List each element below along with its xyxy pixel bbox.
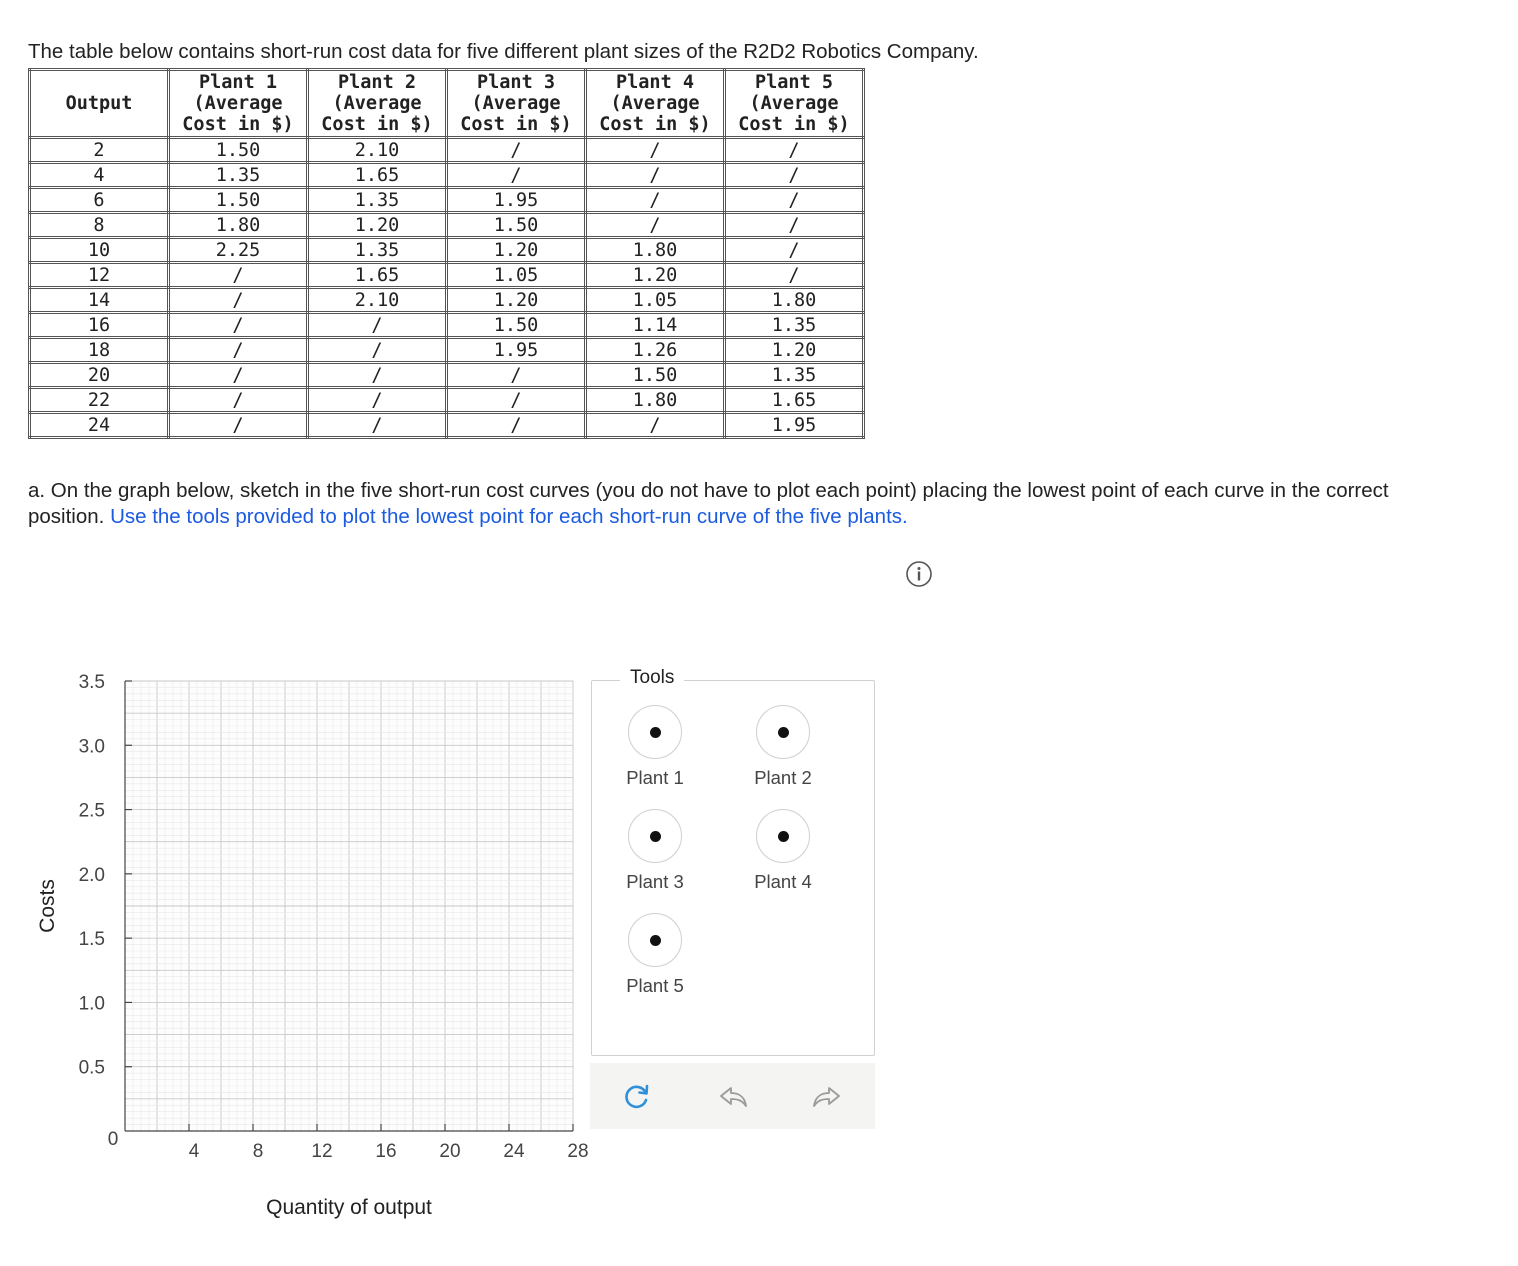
tool-plant-2[interactable] xyxy=(728,705,838,789)
output-cell: 20 xyxy=(30,363,169,388)
tool-label: Plant 1 xyxy=(626,767,684,788)
plant-3-cost-cell: / xyxy=(447,388,586,413)
x-tick-label: 16 xyxy=(375,1141,397,1162)
output-cell: 6 xyxy=(30,188,169,213)
y-tick-label: 2.5 xyxy=(78,800,105,822)
plant-4-cost-cell: 1.26 xyxy=(586,338,725,363)
plant-2-cost-cell: / xyxy=(308,338,447,363)
header-plant-2: Plant 2 (Average Cost in $) xyxy=(308,70,447,138)
y-tick-label: 3.5 xyxy=(78,672,105,693)
plant-1-cost-cell: / xyxy=(169,388,308,413)
plant-4-cost-cell: / xyxy=(586,163,725,188)
plant-4-cost-cell: 1.05 xyxy=(586,288,725,313)
header-plant-5: Plant 5 (Average Cost in $) xyxy=(725,70,864,138)
tools-title: Tools xyxy=(620,667,684,689)
y-tick-label: 0.5 xyxy=(78,1057,105,1079)
tool-plant-1[interactable] xyxy=(600,705,710,789)
plant-2-cost-cell: 1.65 xyxy=(308,263,447,288)
dot-icon xyxy=(650,831,661,842)
plant-1-cost-cell: 1.50 xyxy=(169,138,308,163)
dot-icon xyxy=(778,727,789,738)
tool-plant-5[interactable] xyxy=(600,913,710,997)
plant-3-cost-cell: / xyxy=(447,413,586,438)
plant-2-cost-cell: / xyxy=(308,313,447,338)
header-output: Output xyxy=(30,70,169,138)
output-cell: 14 xyxy=(30,288,169,313)
header-plant-4: Plant 4 (Average Cost in $) xyxy=(586,70,725,138)
plant-5-cost-cell: / xyxy=(725,238,864,263)
header-plant-3: Plant 3 (Average Cost in $) xyxy=(447,70,586,138)
plant-2-cost-cell: 1.65 xyxy=(308,163,447,188)
plant-5-cost-cell: / xyxy=(725,138,864,163)
plant-3-cost-cell: / xyxy=(447,363,586,388)
plant-3-cost-cell: 1.50 xyxy=(447,213,586,238)
undo-icon[interactable] xyxy=(717,1080,749,1112)
header-plant-1: Plant 1 (Average Cost in $) xyxy=(169,70,308,138)
plant-1-cost-cell: 1.80 xyxy=(169,213,308,238)
y-tick-label: 1.5 xyxy=(78,929,105,951)
origin-label: 0 xyxy=(107,1129,119,1150)
point-tool-icon[interactable] xyxy=(756,809,810,863)
plant-2-cost-cell: 1.20 xyxy=(308,213,447,238)
plant-5-cost-cell: 1.95 xyxy=(725,413,864,438)
plant-1-cost-cell: 2.25 xyxy=(169,238,308,263)
x-tick-label: 24 xyxy=(503,1141,525,1162)
plant-2-cost-cell: / xyxy=(308,363,447,388)
plant-1-cost-cell: 1.50 xyxy=(169,188,308,213)
output-cell: 8 xyxy=(30,213,169,238)
plant-5-cost-cell: / xyxy=(725,213,864,238)
plant-5-cost-cell: 1.20 xyxy=(725,338,864,363)
plant-2-cost-cell: 1.35 xyxy=(308,238,447,263)
dot-icon xyxy=(650,727,661,738)
output-cell: 24 xyxy=(30,413,169,438)
x-tick-label: 28 xyxy=(567,1141,589,1162)
plant-1-cost-cell: / xyxy=(169,413,308,438)
question-instruction: Use the tools provided to plot the lowest point for each short-run curve of the five plants. xyxy=(110,505,908,528)
point-tool-icon[interactable] xyxy=(628,809,682,863)
y-tick-label: 1.0 xyxy=(78,993,105,1015)
question-body: a. On the graph below, sketch in the five short-run cost curves (you do not have to plot each point) placing the lowest point of each curve in the correct position. xyxy=(28,479,1389,528)
dot-icon xyxy=(778,831,789,842)
plant-2-cost-cell: 2.10 xyxy=(308,138,447,163)
y-tick-label: 2.0 xyxy=(78,864,105,886)
plant-5-cost-cell: / xyxy=(725,263,864,288)
plant-4-cost-cell: 1.14 xyxy=(586,313,725,338)
plant-3-cost-cell: 1.95 xyxy=(447,338,586,363)
tool-label: Plant 3 xyxy=(626,871,684,892)
plant-3-cost-cell: 1.95 xyxy=(447,188,586,213)
x-tick-label: 4 xyxy=(188,1141,200,1162)
y-tick-label: 3.0 xyxy=(78,736,105,758)
plant-3-cost-cell: / xyxy=(447,163,586,188)
plant-5-cost-cell: / xyxy=(725,163,864,188)
plant-3-cost-cell: 1.20 xyxy=(447,238,586,263)
intro-text: The table below contains short-run cost data for five different plant sizes of the R2D2 Robotics Company. xyxy=(28,40,979,63)
plant-4-cost-cell: / xyxy=(586,138,725,163)
output-cell: 12 xyxy=(30,263,169,288)
tool-plant-4[interactable] xyxy=(728,809,838,893)
tool-plant-3[interactable] xyxy=(600,809,710,893)
output-cell: 18 xyxy=(30,338,169,363)
plant-5-cost-cell: 1.35 xyxy=(725,313,864,338)
action-bar xyxy=(590,1063,875,1129)
point-tool-icon[interactable] xyxy=(628,705,682,759)
output-cell: 10 xyxy=(30,238,169,263)
plant-4-cost-cell: 1.20 xyxy=(586,263,725,288)
plant-1-cost-cell: 1.35 xyxy=(169,163,308,188)
plant-1-cost-cell: / xyxy=(169,288,308,313)
plant-3-cost-cell: 1.20 xyxy=(447,288,586,313)
x-axis-label: Quantity of output xyxy=(266,1196,432,1219)
plant-4-cost-cell: 1.80 xyxy=(586,238,725,263)
output-cell: 2 xyxy=(30,138,169,163)
tool-label: Plant 2 xyxy=(754,767,812,788)
y-axis-label: Costs xyxy=(36,879,59,933)
plant-5-cost-cell: 1.35 xyxy=(725,363,864,388)
plant-1-cost-cell: / xyxy=(169,313,308,338)
point-tool-icon[interactable] xyxy=(756,705,810,759)
x-tick-label: 8 xyxy=(252,1141,264,1162)
plant-4-cost-cell: / xyxy=(586,413,725,438)
plant-5-cost-cell: / xyxy=(725,188,864,213)
plant-4-cost-cell: 1.50 xyxy=(586,363,725,388)
tool-label: Plant 5 xyxy=(626,975,684,996)
plant-1-cost-cell: / xyxy=(169,363,308,388)
plant-2-cost-cell: 2.10 xyxy=(308,288,447,313)
plant-2-cost-cell: / xyxy=(308,413,447,438)
reset-icon[interactable] xyxy=(621,1080,653,1112)
plant-3-cost-cell: 1.05 xyxy=(447,263,586,288)
plant-4-cost-cell: 1.80 xyxy=(586,388,725,413)
output-cell: 4 xyxy=(30,163,169,188)
output-cell: 22 xyxy=(30,388,169,413)
plant-2-cost-cell: / xyxy=(308,388,447,413)
point-tool-icon[interactable] xyxy=(628,913,682,967)
tool-label: Plant 4 xyxy=(754,871,812,892)
plant-5-cost-cell: 1.65 xyxy=(725,388,864,413)
plant-4-cost-cell: / xyxy=(586,188,725,213)
plant-5-cost-cell: 1.80 xyxy=(725,288,864,313)
plant-2-cost-cell: 1.35 xyxy=(308,188,447,213)
plant-4-cost-cell: / xyxy=(586,213,725,238)
dot-icon xyxy=(650,935,661,946)
output-cell: 16 xyxy=(30,313,169,338)
plant-1-cost-cell: / xyxy=(169,263,308,288)
plant-3-cost-cell: / xyxy=(447,138,586,163)
redo-icon[interactable] xyxy=(811,1080,843,1112)
plant-3-cost-cell: 1.50 xyxy=(447,313,586,338)
x-tick-label: 20 xyxy=(439,1141,461,1162)
x-tick-label: 12 xyxy=(311,1141,333,1162)
plant-1-cost-cell: / xyxy=(169,338,308,363)
